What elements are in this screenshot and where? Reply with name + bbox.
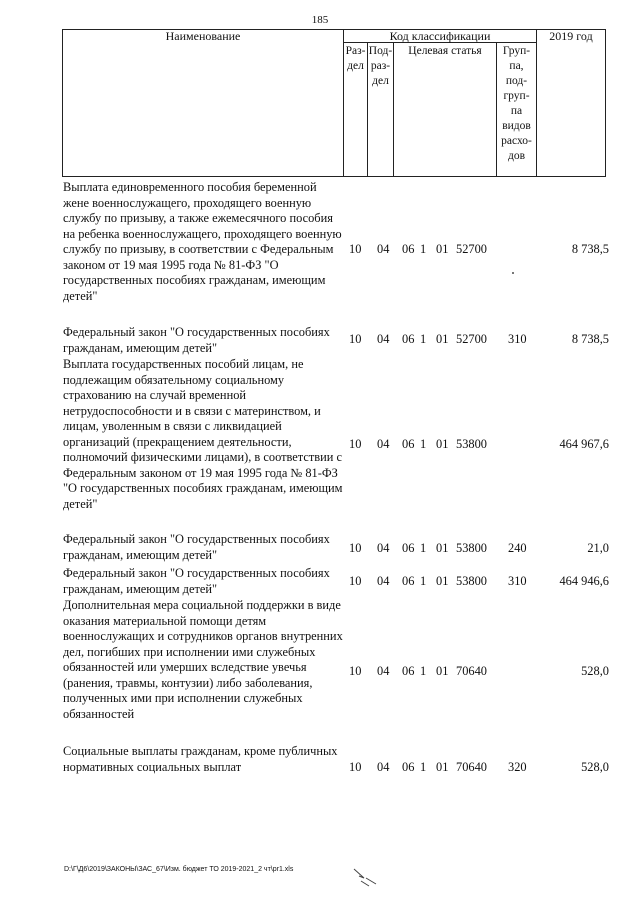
header-vr-line: видов <box>502 120 531 132</box>
header-vr <box>497 44 536 164</box>
cell-cs-direction: 52700 <box>456 242 487 256</box>
cell-amount: 528,0 <box>581 760 609 774</box>
cell-cs-type: 1 <box>420 664 427 678</box>
cell-razdel: 10 <box>349 437 362 451</box>
cell-cs-subprogram: 01 <box>436 664 449 678</box>
cell-vr: 310 <box>508 574 527 588</box>
header-razdel <box>344 44 367 74</box>
page-number: 185 <box>311 14 329 26</box>
row-name: Выплата единовременного пособия беременной жене военнослужащего, проходящего военную службу по призыву, а также ежемесячного пособия на ребенка военнослужащего, проходящего военную службу по призыву, в соответствии с Федеральным законом от 19 мая 1995 года № 81-ФЗ "О государственных пособиях гражданам, имеющим детей" <box>63 180 342 303</box>
header-vr-line: расхо- <box>501 135 532 147</box>
cell-cs-subprogram: 01 <box>436 541 449 555</box>
cell-cs-subprogram: 01 <box>436 242 449 256</box>
row-name: Социальные выплаты гражданам, кроме публичных нормативных социальных выплат <box>63 744 338 774</box>
cell-amount: 464 967,6 <box>559 437 609 451</box>
cell-razdel: 10 <box>349 242 362 256</box>
header-right-border <box>605 29 606 177</box>
row-name: Выплата государственных пособий лицам, не подлежащим обязательному социальному страхованию на случай временной нетрудоспособности и в связи с материнством, и лицам, уволенным в связи с ликвидацией организаций (прекращением деятельности, полномочий физическими лицами), в соответствии с Федеральным законом от 19 мая 1995 года № 81-ФЗ "О государственных пособиях гражданам, имеющим детей" <box>63 357 343 511</box>
cell-amount: 528,0 <box>581 664 609 678</box>
header-podrazdel-line: раз- <box>370 60 391 72</box>
header-vr-line: па, <box>509 60 524 72</box>
cell-cs-program: 06 <box>402 437 415 451</box>
cell-podrazdel: 04 <box>377 242 390 256</box>
cell-cs-type: 1 <box>420 574 427 588</box>
cell-razdel: 10 <box>349 760 362 774</box>
cell-cs-type: 1 <box>420 541 427 555</box>
cell-cs-program: 06 <box>402 332 415 346</box>
cell-vr: 310 <box>508 332 527 346</box>
header-vr-line: дов <box>507 150 526 162</box>
header-podrazdel-line: Под- <box>368 45 393 57</box>
cell-cs-program: 06 <box>402 664 415 678</box>
cell-razdel: 10 <box>349 664 362 678</box>
header-vr-line: груп- <box>503 90 530 102</box>
header-vr-line: под- <box>505 75 528 87</box>
cell-amount: 464 946,6 <box>559 574 609 588</box>
row-name: Дополнительная мера социальной поддержки в виде оказания материальной помощи детям военнослужащих и сотрудников органов внутренних дел, погибших при исполнении ими служебных обязанностей или умерших вследствие увечья (ранения, травмы, контузии) либо заболевания, полученных ими при исполнении служебных обязанностей <box>63 598 343 721</box>
cell-podrazdel: 04 <box>377 574 390 588</box>
header-razdel-line: Раз- <box>345 45 366 57</box>
row-name: Федеральный закон "О государственных пособиях гражданам, имеющим детей" <box>63 532 330 562</box>
cell-vr: 240 <box>508 541 527 555</box>
header-cs: Целевая статья <box>408 45 482 57</box>
cell-razdel: 10 <box>349 574 362 588</box>
cell-podrazdel: 04 <box>377 541 390 555</box>
row-name: Федеральный закон "О государственных пособиях гражданам, имеющим детей" <box>63 325 330 355</box>
header-year: 2019 год <box>549 29 593 43</box>
header-podrazdel <box>368 44 393 89</box>
cell-razdel: 10 <box>349 332 362 346</box>
cell-cs-direction: 53800 <box>456 437 487 451</box>
handwritten-mark <box>352 866 382 888</box>
cell-amount: 21,0 <box>587 541 609 555</box>
cell-podrazdel: 04 <box>377 760 390 774</box>
row-name: Федеральный закон "О государственных пособиях гражданам, имеющим детей" <box>63 566 330 596</box>
cell-cs-direction: 53800 <box>456 541 487 555</box>
cell-vr: 320 <box>508 760 527 774</box>
header-vr-line: Груп- <box>502 45 531 57</box>
cell-razdel: 10 <box>349 541 362 555</box>
header-razdel-line: дел <box>347 60 364 72</box>
cell-cs-direction: 70640 <box>456 760 487 774</box>
footer-file-path: D:\Г\Д6\2019\ЗАКОНЫ\ЗАС_67\Изм. бюджет ТО 2019-2021_2 чт\pr1.xls <box>64 866 294 873</box>
cell-cs-subprogram: 01 <box>436 574 449 588</box>
header-podrazdel-line: дел <box>372 75 389 87</box>
cell-podrazdel: 04 <box>377 437 390 451</box>
cell-cs-direction: 52700 <box>456 332 487 346</box>
cell-cs-program: 06 <box>402 242 415 256</box>
cell-amount: 8 738,5 <box>571 242 609 256</box>
cell-cs-program: 06 <box>402 541 415 555</box>
divider-podrazdel <box>393 42 394 177</box>
cell-cs-type: 1 <box>420 760 427 774</box>
header-vr-line: па <box>510 105 523 117</box>
cell-cs-subprogram: 01 <box>436 760 449 774</box>
scan-speck <box>512 272 514 274</box>
header-name: Наименование <box>165 29 241 43</box>
cell-amount: 8 738,5 <box>571 332 609 346</box>
cell-cs-program: 06 <box>402 760 415 774</box>
cell-cs-type: 1 <box>420 437 427 451</box>
header-bottom-border <box>62 176 606 177</box>
cell-cs-subprogram: 01 <box>436 332 449 346</box>
header-code-group: Код классификации <box>389 29 491 43</box>
cell-cs-subprogram: 01 <box>436 437 449 451</box>
divider-code-year <box>536 29 537 177</box>
header-left-border <box>62 29 63 177</box>
cell-cs-direction: 53800 <box>456 574 487 588</box>
table-header <box>62 29 606 177</box>
cell-cs-program: 06 <box>402 574 415 588</box>
cell-cs-direction: 70640 <box>456 664 487 678</box>
cell-podrazdel: 04 <box>377 664 390 678</box>
cell-cs-type: 1 <box>420 332 427 346</box>
cell-podrazdel: 04 <box>377 332 390 346</box>
cell-cs-type: 1 <box>420 242 427 256</box>
